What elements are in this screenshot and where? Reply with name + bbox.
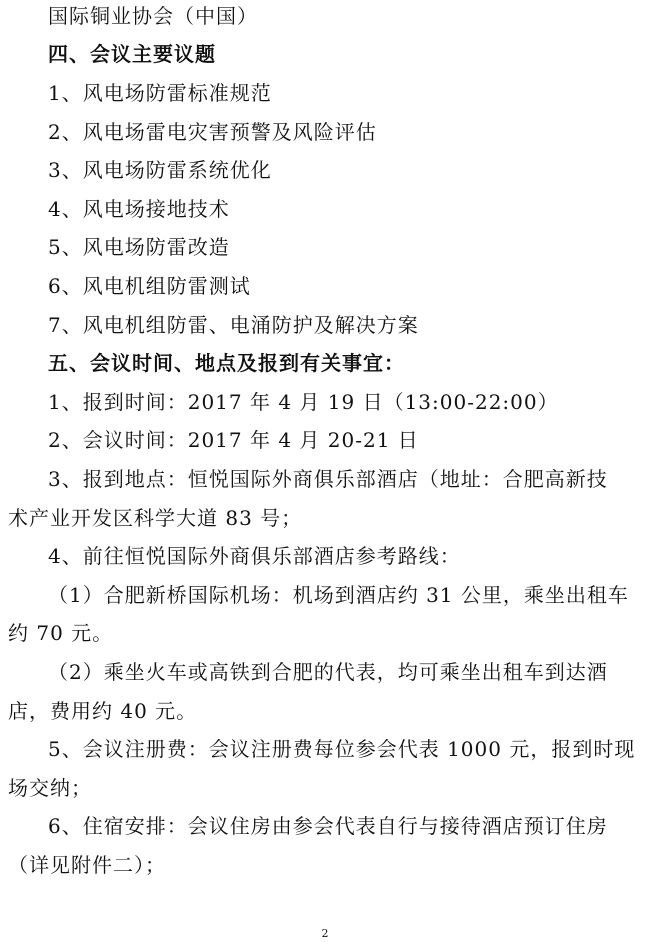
topic-item-5: 5、风电场防雷改造 <box>48 235 230 259</box>
topic-item-2: 2、风电场雷电灾害预警及风险评估 <box>48 120 377 144</box>
route-train: （2）乘坐火车或高铁到合肥的代表，均可乘坐出租车到达酒 <box>48 660 608 684</box>
accommodation: 6、住宿安排：会议住房由参会代表自行与接待酒店预订住房 <box>48 814 608 838</box>
accommodation-cont: （详见附件二）； <box>8 853 166 877</box>
route-heading: 4、前往恒悦国际外商俱乐部酒店参考路线： <box>48 544 461 568</box>
section-heading-topics: 四、会议主要议题 <box>48 42 216 66</box>
route-train-cont: 店，费用约 40 元。 <box>8 699 198 723</box>
topic-item-1: 1、风电场防雷标准规范 <box>48 81 272 105</box>
registration-fee-cont: 场交纳； <box>8 776 92 800</box>
checkin-location-cont: 术产业开发区科学大道 83 号； <box>8 506 303 530</box>
checkin-time: 1、报到时间：2017 年 4 月 19 日（13:00-22:00） <box>48 390 559 414</box>
page-number: 2 <box>321 927 329 940</box>
route-airport-cont: 约 70 元。 <box>8 621 114 645</box>
organizer-line: 国际铜业协会（中国） <box>48 4 258 28</box>
registration-fee: 5、会议注册费：会议注册费每位参会代表 1000 元，报到时现 <box>48 737 636 761</box>
topic-item-3: 3、风电场防雷系统优化 <box>48 158 272 182</box>
topic-item-7: 7、风电机组防雷、电涌防护及解决方案 <box>48 313 419 337</box>
route-airport: （1）合肥新桥国际机场：机场到酒店约 31 公里，乘坐出租车 <box>48 583 629 607</box>
topic-item-6: 6、风电机组防雷测试 <box>48 274 251 298</box>
checkin-location: 3、报到地点：恒悦国际外商俱乐部酒店（地址：合肥高新技 <box>48 467 608 491</box>
meeting-time: 2、会议时间：2017 年 4 月 20-21 日 <box>48 428 419 452</box>
section-heading-logistics: 五、会议时间、地点及报到有关事宜： <box>48 351 405 375</box>
topic-item-4: 4、风电场接地技术 <box>48 197 230 221</box>
